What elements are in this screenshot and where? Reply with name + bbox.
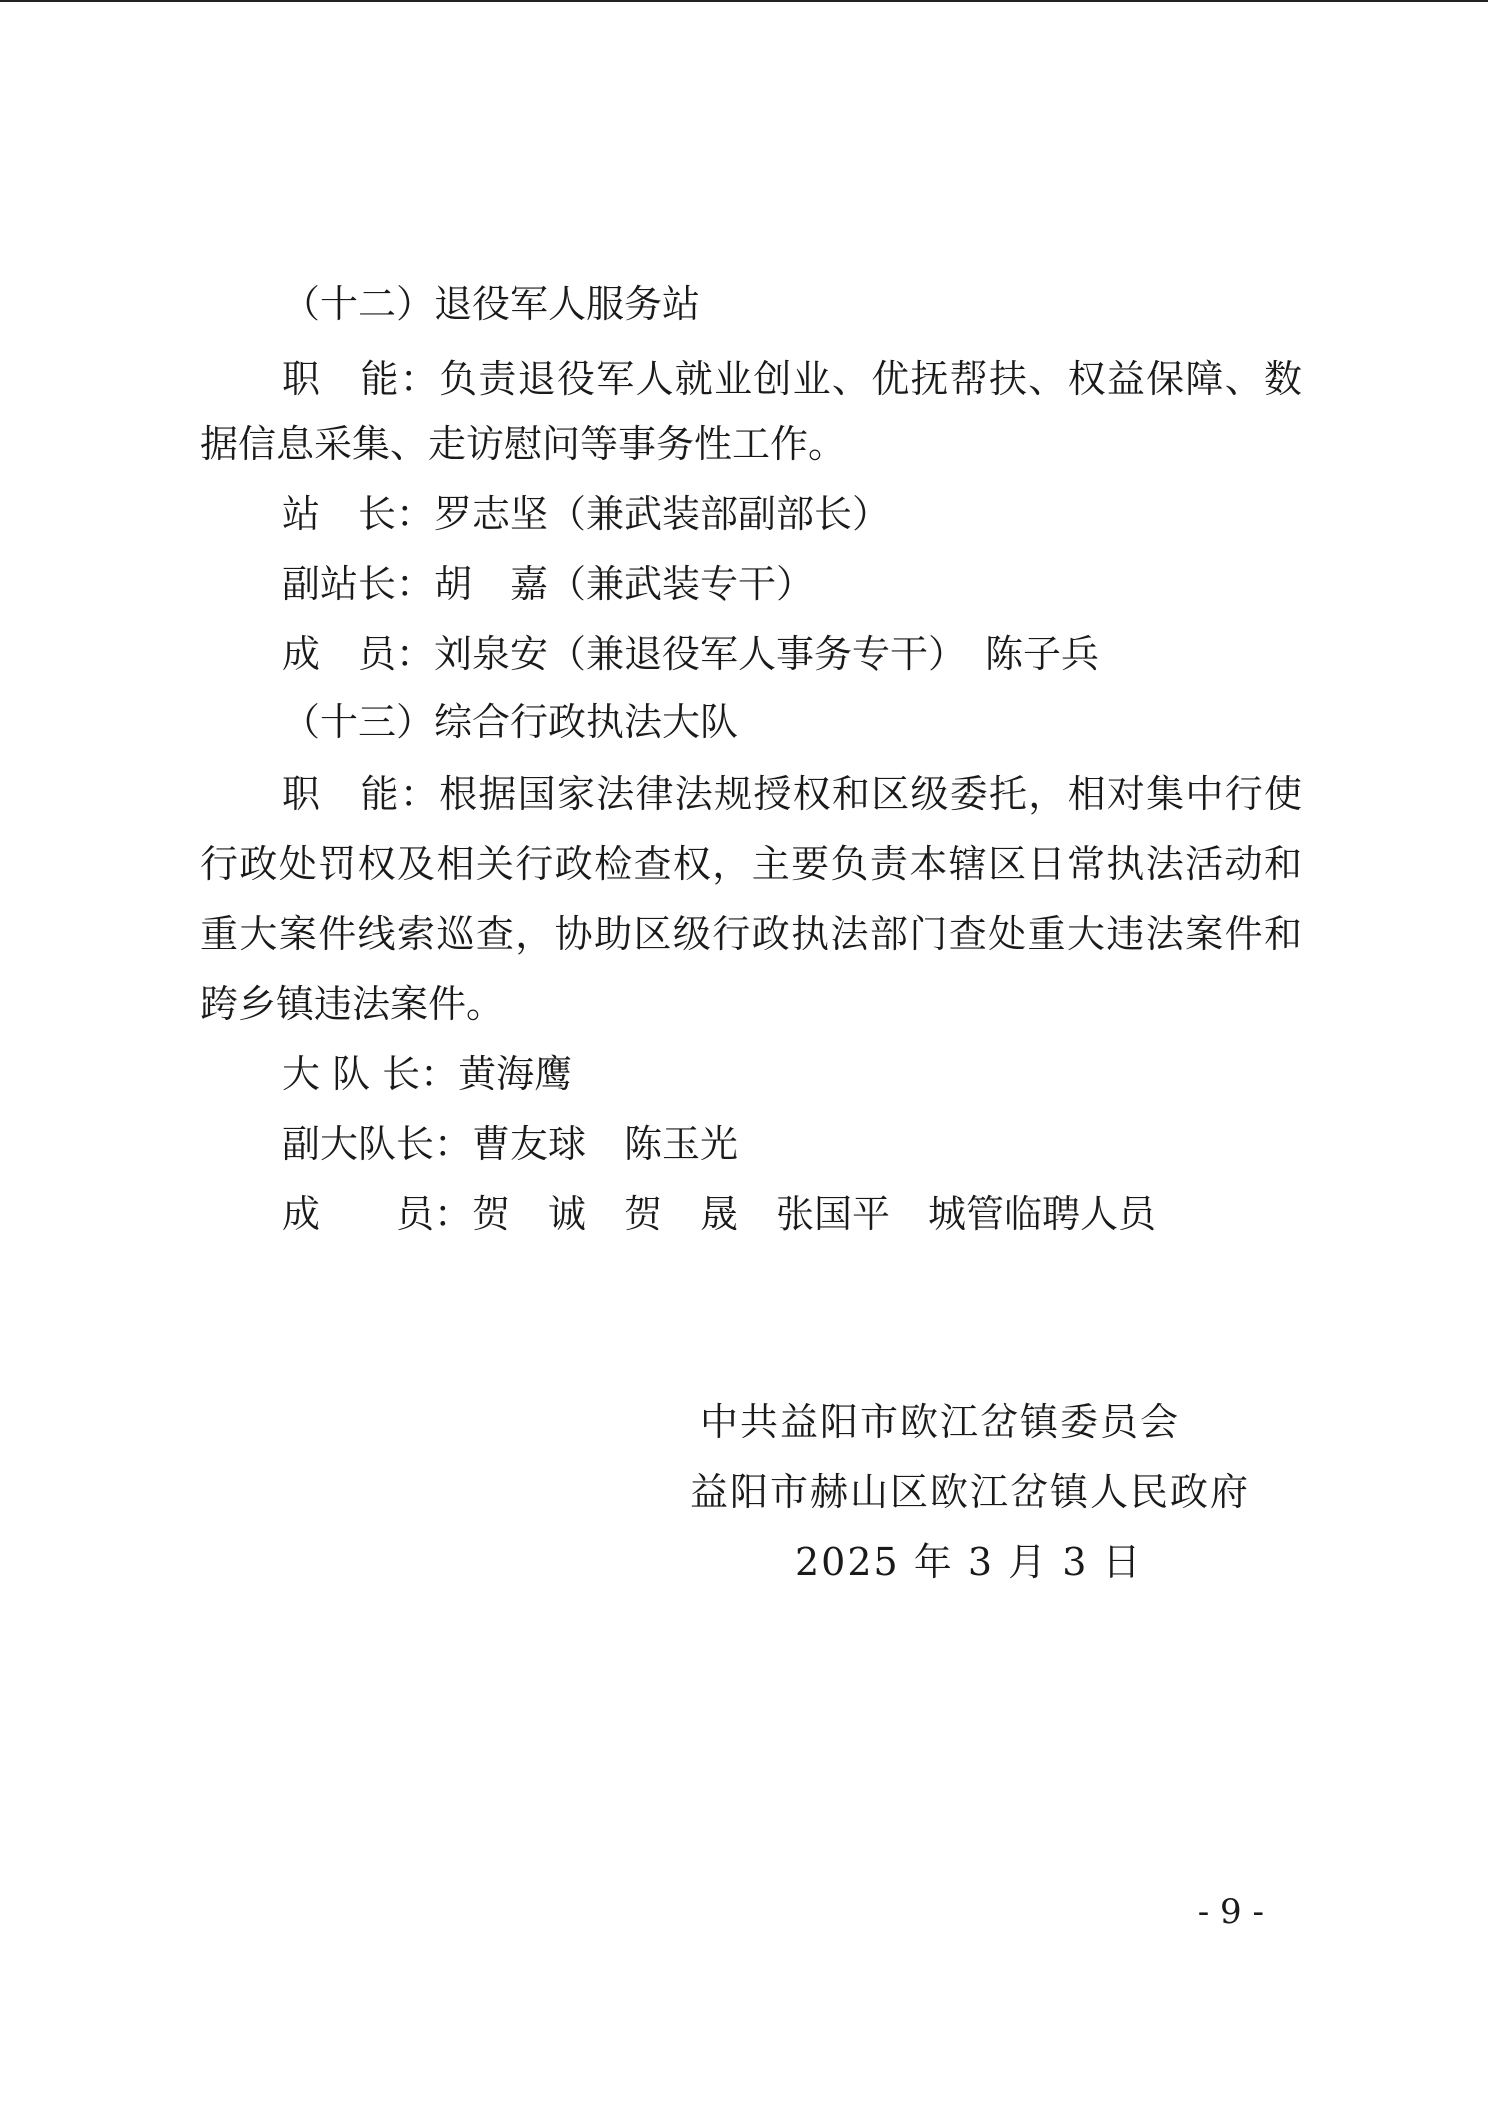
section-12-duty-line-2: 据信息采集、走访慰问等事务性工作。 — [200, 422, 847, 466]
section-12-members: 成 员：刘泉安（兼退役军人事务专干） 陈子兵 — [282, 632, 1100, 676]
signature-date: 2025 年 3 月 3 日 — [795, 1540, 1143, 1584]
signature-org-party-committee: 中共益阳市欧江岔镇委员会 — [700, 1400, 1181, 1444]
section-12-station-head: 站 长：罗志坚（兼武装部副部长） — [282, 492, 891, 536]
section-13-captain: 大 队 长：黄海鹰 — [282, 1052, 573, 1096]
signature-org-government: 益阳市赫山区欧江岔镇人民政府 — [690, 1470, 1251, 1514]
section-12-deputy-head: 副站长：胡 嘉（兼武装专干） — [282, 562, 815, 606]
section-13-members: 成 员：贺 诚 贺 晟 张国平 城管临聘人员 — [282, 1192, 1157, 1236]
section-13-duty-line-2: 行政处罚权及相关行政检查权，主要负责本辖区日常执法活动和 — [200, 842, 1302, 886]
section-13-duty-line-3: 重大案件线索巡查，协助区级行政执法部门查处重大违法案件和 — [200, 912, 1302, 956]
section-13-heading: （十三）综合行政执法大队 — [282, 700, 739, 744]
section-13-duty-line-1: 职 能：根据国家法律法规授权和区级委托，相对集中行使 — [282, 772, 1302, 816]
section-12-duty-line-1: 职 能：负责退役军人就业创业、优抚帮扶、权益保障、数 — [282, 357, 1302, 401]
section-13-duty-line-4: 跨乡镇违法案件。 — [200, 982, 505, 1026]
top-border-line — [0, 0, 1488, 2]
section-13-deputy-captains: 副大队长：曹友球 陈玉光 — [282, 1122, 739, 1166]
section-12-heading: （十二）退役军人服务站 — [282, 282, 701, 326]
page-number: - 9 - — [1197, 1892, 1264, 1932]
